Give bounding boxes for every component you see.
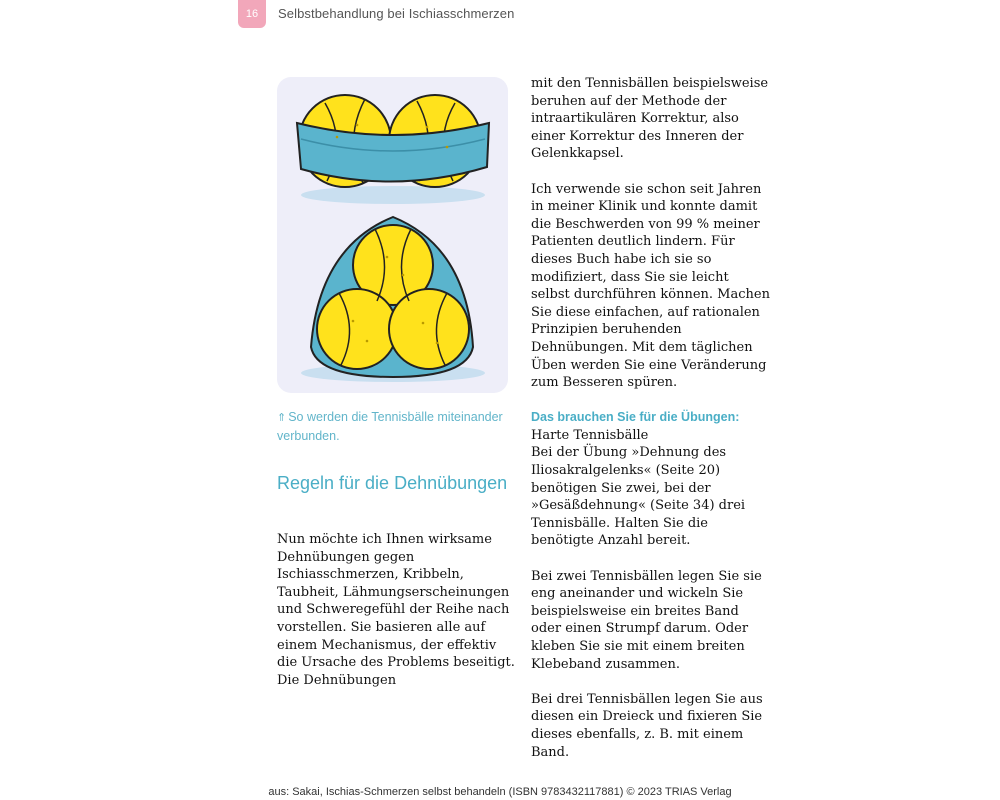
paragraph: mit den Tennisbällen beispielsweise beruhen auf der Methode der intraartikulären Korrektur, also einer Korrektur des Inneren der Gelenkkapsel. [531, 76, 769, 162]
paragraph: Bei zwei Tennisbällen legen Sie sie eng aneinander und wickeln Sie beispielsweise ein breites Band oder einen Strumpf darum. Oder kleben Sie sie mit einem breiten Klebeband zusammen. [531, 568, 762, 672]
page-number-tab: 16 [238, 0, 266, 28]
tennis-balls-drawing [277, 77, 508, 393]
source-footer: aus: Sakai, Ischias-Schmerzen selbst behandeln (ISBN 9783432117881) © 2023 TRIAS Verlag [268, 786, 732, 798]
left-column-text [277, 531, 517, 689]
running-head: Selbstbehandlung bei Ischiasschmerzen [278, 6, 515, 21]
ball-bottom-left [317, 289, 397, 369]
materials-text: Harte Tennisbälle [531, 427, 649, 443]
figure-caption [277, 408, 517, 445]
paragraph: Bei drei Tennisbällen legen Sie aus diesen ein Dreieck und fixieren Sie dieses ebenfalls, z. B. mit einem Band. [531, 691, 763, 760]
paragraph: Nun möchte ich Ihnen wirksame Dehnübungen gegen Ischiasschmerzen, Kribbeln, Taubheit, Lähmungserscheinungen und Schweregefühl der Reihe nach vorstellen. Sie basieren alle auf einem Mechanismus, der effektiv die Ursache des Problems beseitigt. Die Dehnübungen [277, 532, 515, 688]
section-heading: Regeln für die Dehnübungen [277, 473, 508, 493]
paragraph: Bei der Übung »Dehnung des Iliosakralgelenks« (Seite 20) benötigen Sie zwei, bei der »Gesäßdehnung« (Seite 34) drei Tennisbälle. Halten Sie die benötigte Anzahl bereit. [531, 445, 746, 549]
shadow-top [301, 186, 485, 204]
paragraph: Ich verwende sie schon seit Jahren in meiner Klinik und konnte damit die Beschwerden von 99 % meiner Patienten deutlich lindern. Für dieses Buch habe ich sie so modifiziert, dass Sie sie leicht selbst durchführen können. Machen Sie diese einfachen, auf rationalen Prinzipien beruhenden Dehnübungen. Mit dem täglichen Üben werden Sie eine Veränderung zum Besseren spüren. [531, 181, 770, 391]
materials-paragraph [531, 409, 771, 444]
caption-text: So werden die Tennisbälle miteinander verbunden. [277, 410, 503, 443]
materials-label: Das brauchen Sie für die Übungen: [531, 410, 740, 425]
caption-arrow-icon: ⇑ [277, 412, 287, 424]
ball-bottom-right [389, 289, 469, 369]
right-column-text [531, 75, 771, 761]
tennis-balls-illustration [277, 77, 508, 393]
